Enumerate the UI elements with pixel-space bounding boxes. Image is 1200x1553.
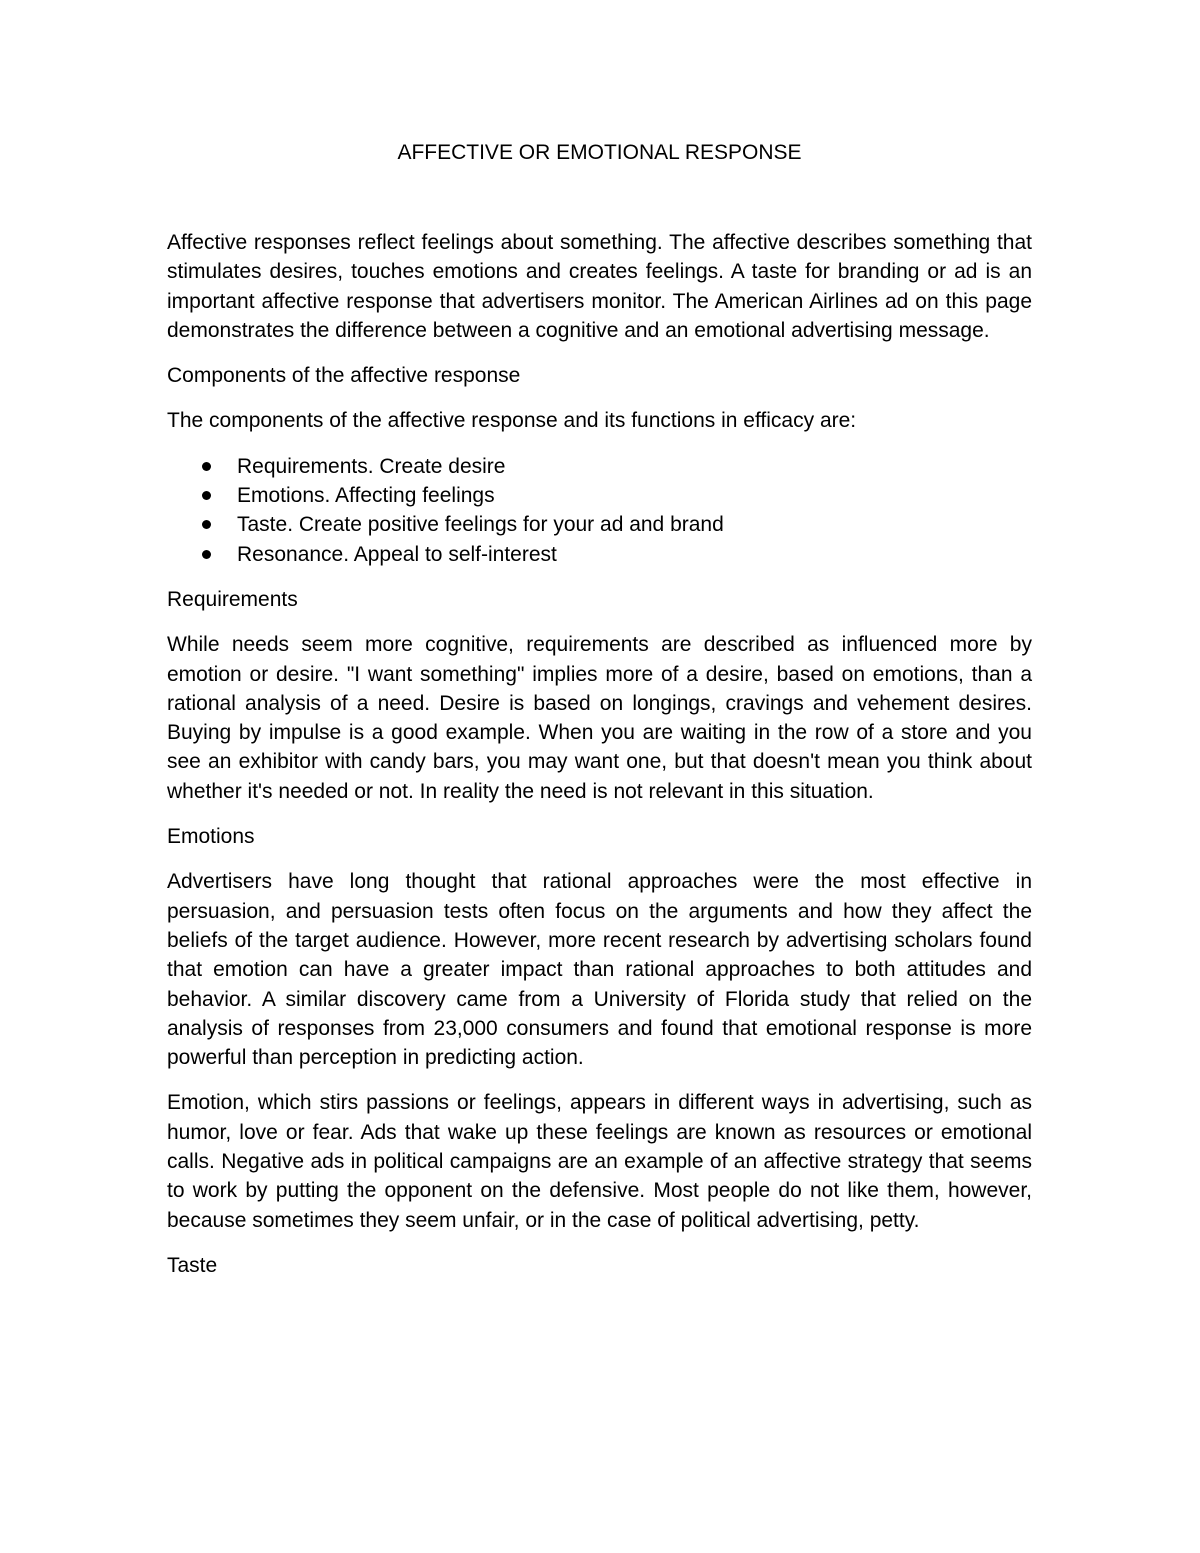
list-item <box>167 481 1032 510</box>
list-item <box>167 510 1032 539</box>
emotions-heading: Emotions <box>167 825 255 849</box>
list-item-text: Emotions. Affecting feelings <box>237 484 495 508</box>
emotions-paragraph-1: Advertisers have long thought that rational approaches were the most effective in persuasion, and persuasion tests often focus on the arguments and how they affect the beliefs of the target audience. However, more recent research by advertising scholars found that emotion can have a greater impact than rational approaches to both attitudes and behavior. A similar discovery came from a University of Florida study that relied on the analysis of responses from 23,000 consumers and found that emotional response is more powerful than perception in predicting action. <box>167 870 1032 1070</box>
components-list <box>167 452 1032 569</box>
intro-paragraph: Affective responses reflect feelings about something. The affective describes something that stimulates desires, touches emotions and creates feelings. A taste for branding or ad is an important affective response that advertisers monitor. The American Airlines ad on this page demonstrates the difference between a cognitive and an emotional advertising message. <box>167 231 1032 342</box>
bullet-icon <box>202 520 211 529</box>
list-item <box>167 452 1032 481</box>
taste-heading: Taste <box>167 1253 218 1277</box>
requirements-paragraph: While needs seem more cognitive, requirements are described as influenced more by emotion or desire. "I want something" implies more of a desire, based on emotions, than a rational analysis of a need. Desire is based on longings, cravings and vehement desires. Buying by impulse is a good example. When you are waiting in the row of a store and you see an exhibitor with candy bars, you may want one, but that doesn't mean you think about whether it's needed or not. In reality the need is not relevant in this situation. <box>167 633 1032 803</box>
list-item <box>167 540 1032 569</box>
bullet-icon <box>202 462 211 471</box>
document-body <box>167 228 1032 1296</box>
bullet-icon <box>202 550 211 559</box>
bullet-icon <box>202 491 211 500</box>
list-item-text: Requirements. Create desire <box>237 454 506 478</box>
components-intro: The components of the affective response and its functions in efficacy are: <box>167 409 857 433</box>
requirements-heading: Requirements <box>167 587 298 611</box>
list-item-text: Resonance. Appeal to self-interest <box>237 542 557 566</box>
list-item-text: Taste. Create positive feelings for your ad and brand <box>237 513 724 537</box>
components-heading: Components of the affective response <box>167 364 521 388</box>
document-title: AFFECTIVE OR EMOTIONAL RESPONSE <box>397 141 802 164</box>
emotions-paragraph-2: Emotion, which stirs passions or feelings, appears in different ways in advertising, such as humor, love or fear. Ads that wake up these feelings are known as resources or emotional calls. Negative ads in political campaigns are an example of an affective strategy that seems to work by putting the opponent on the defensive. Most people do not like them, however, because sometimes they seem unfair, or in the case of political advertising, petty. <box>167 1091 1032 1232</box>
